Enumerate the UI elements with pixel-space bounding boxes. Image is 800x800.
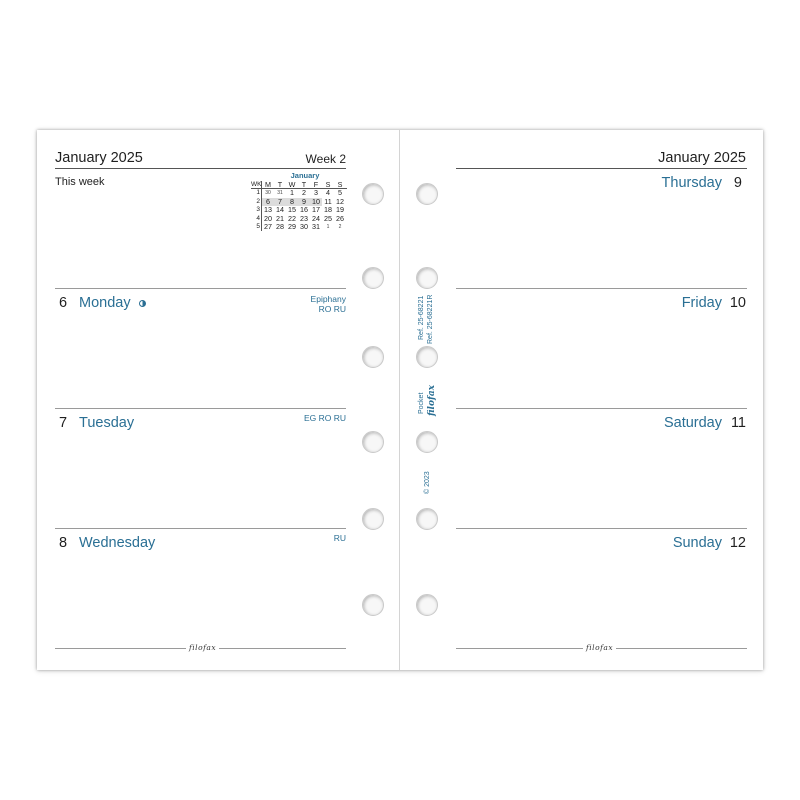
holiday-label (311, 294, 346, 314)
date-cell: 24 (312, 213, 320, 223)
day-divider (55, 528, 346, 529)
date-cell: 1 (326, 223, 330, 230)
reference-code-refill: Ref. 25-68221R (427, 294, 434, 344)
header-rule (55, 168, 346, 169)
holiday-country-codes: RU (333, 533, 346, 543)
date-cell: 27 (264, 221, 272, 231)
holiday-country-codes: EG RO RU (303, 413, 346, 423)
holiday-country-codes: RO RU (318, 304, 346, 314)
mini-calendar-header-cell: S (325, 180, 331, 189)
week-number: Week 2 (305, 152, 346, 166)
date-cell: 11 (324, 196, 332, 206)
date-cell: 18 (324, 205, 332, 215)
ring-hole-icon (416, 431, 438, 453)
size-label: Pocket (418, 392, 425, 414)
day-name: Thursday (661, 175, 722, 191)
date-cell: 6 (262, 198, 274, 206)
date-cell: 25 (324, 213, 332, 223)
date-cell: 8 (286, 198, 298, 206)
mini-calendar (251, 171, 347, 231)
day-number: 11 (730, 415, 746, 431)
ring-hole-icon (416, 267, 438, 289)
week-number-cell: 3 (251, 206, 262, 214)
day-number: 8 (59, 535, 68, 551)
moon-half-icon (139, 300, 146, 307)
center-fold (399, 130, 400, 670)
ring-hole-icon (362, 431, 384, 453)
ring-hole-icon (362, 594, 384, 616)
ring-hole-icon (416, 508, 438, 530)
day-divider (456, 408, 747, 409)
mini-calendar-week-row (251, 223, 347, 231)
date-cell: 30 (300, 221, 308, 231)
day-name: Wednesday (79, 535, 156, 551)
date-cell: 20 (264, 213, 272, 223)
week-number-cell: 4 (251, 215, 262, 223)
date-cell: 19 (336, 205, 344, 215)
date-cell: 13 (264, 205, 272, 215)
mini-calendar-header-cell: W (288, 180, 296, 189)
day-divider (456, 288, 747, 289)
day-name: Tuesday (79, 415, 135, 431)
date-cell: 3 (314, 188, 318, 198)
date-cell: 28 (276, 221, 284, 231)
mini-calendar-header-cell: WK (251, 181, 262, 188)
mini-calendar-header-cell: M (265, 180, 271, 189)
left-page-title: January 2025 (55, 150, 143, 166)
date-cell: 30 (265, 190, 271, 197)
date-cell: 5 (338, 188, 342, 198)
mini-calendar-header-cell: F (313, 180, 319, 189)
ring-hole-icon (362, 267, 384, 289)
date-cell: 9 (298, 198, 310, 206)
date-cell: 31 (277, 190, 283, 197)
week-number-cell: 5 (251, 223, 262, 231)
date-cell: 23 (300, 213, 308, 223)
date-cell: 12 (336, 196, 344, 206)
date-cell: 1 (290, 188, 294, 198)
reference-code: Ref. 25-68221 (418, 295, 425, 340)
brand-logo: filofax (583, 643, 616, 652)
mini-calendar-header-cell: T (301, 180, 307, 189)
this-week-label: This week (55, 176, 105, 188)
day-divider (55, 408, 346, 409)
week-number-cell: 2 (251, 198, 262, 206)
ring-hole-icon (362, 183, 384, 205)
gutter-brand-logo: filofax (427, 384, 437, 416)
date-cell: 22 (288, 213, 296, 223)
ring-hole-icon (362, 346, 384, 368)
day-number: 7 (59, 415, 68, 431)
holiday-name: Epiphany (310, 294, 346, 304)
ring-hole-icon (416, 594, 438, 616)
day-name: Sunday (672, 535, 722, 551)
day-number: 9 (733, 175, 742, 191)
date-cell: 10 (312, 196, 320, 206)
day-name: Monday (79, 295, 131, 311)
date-cell: 2 (302, 188, 306, 198)
day-divider (456, 528, 747, 529)
date-cell: 21 (276, 213, 284, 223)
planner-spread (37, 130, 763, 670)
day-name: Saturday (663, 415, 722, 431)
date-cell: 2 (338, 223, 342, 230)
ring-hole-icon (416, 183, 438, 205)
date-cell: 14 (276, 205, 284, 215)
date-cell: 31 (312, 221, 320, 231)
mini-calendar-title: January (290, 171, 320, 180)
date-cell: 15 (288, 205, 296, 215)
day-number: 6 (59, 295, 68, 311)
week-number-cell: 1 (251, 189, 262, 197)
header-rule (456, 168, 747, 169)
brand-logo: filofax (186, 643, 219, 652)
date-cell: 16 (300, 205, 308, 215)
ring-hole-icon (362, 508, 384, 530)
day-number: 12 (729, 535, 746, 551)
date-cell: 4 (326, 188, 330, 198)
date-cell: 26 (336, 213, 344, 223)
mini-calendar-header-cell: S (337, 180, 343, 189)
mini-calendar-header-cell: T (277, 180, 283, 189)
day-number: 10 (729, 295, 746, 311)
ring-hole-icon (416, 346, 438, 368)
copyright-label: © 2023 (424, 471, 431, 494)
mini-calendar-header (251, 181, 347, 189)
right-page-title: January 2025 (658, 150, 746, 166)
date-cell: 17 (312, 205, 320, 215)
day-name: Friday (681, 295, 722, 311)
date-cell: 7 (274, 198, 286, 206)
date-cell: 29 (288, 221, 296, 231)
day-divider (55, 288, 346, 289)
